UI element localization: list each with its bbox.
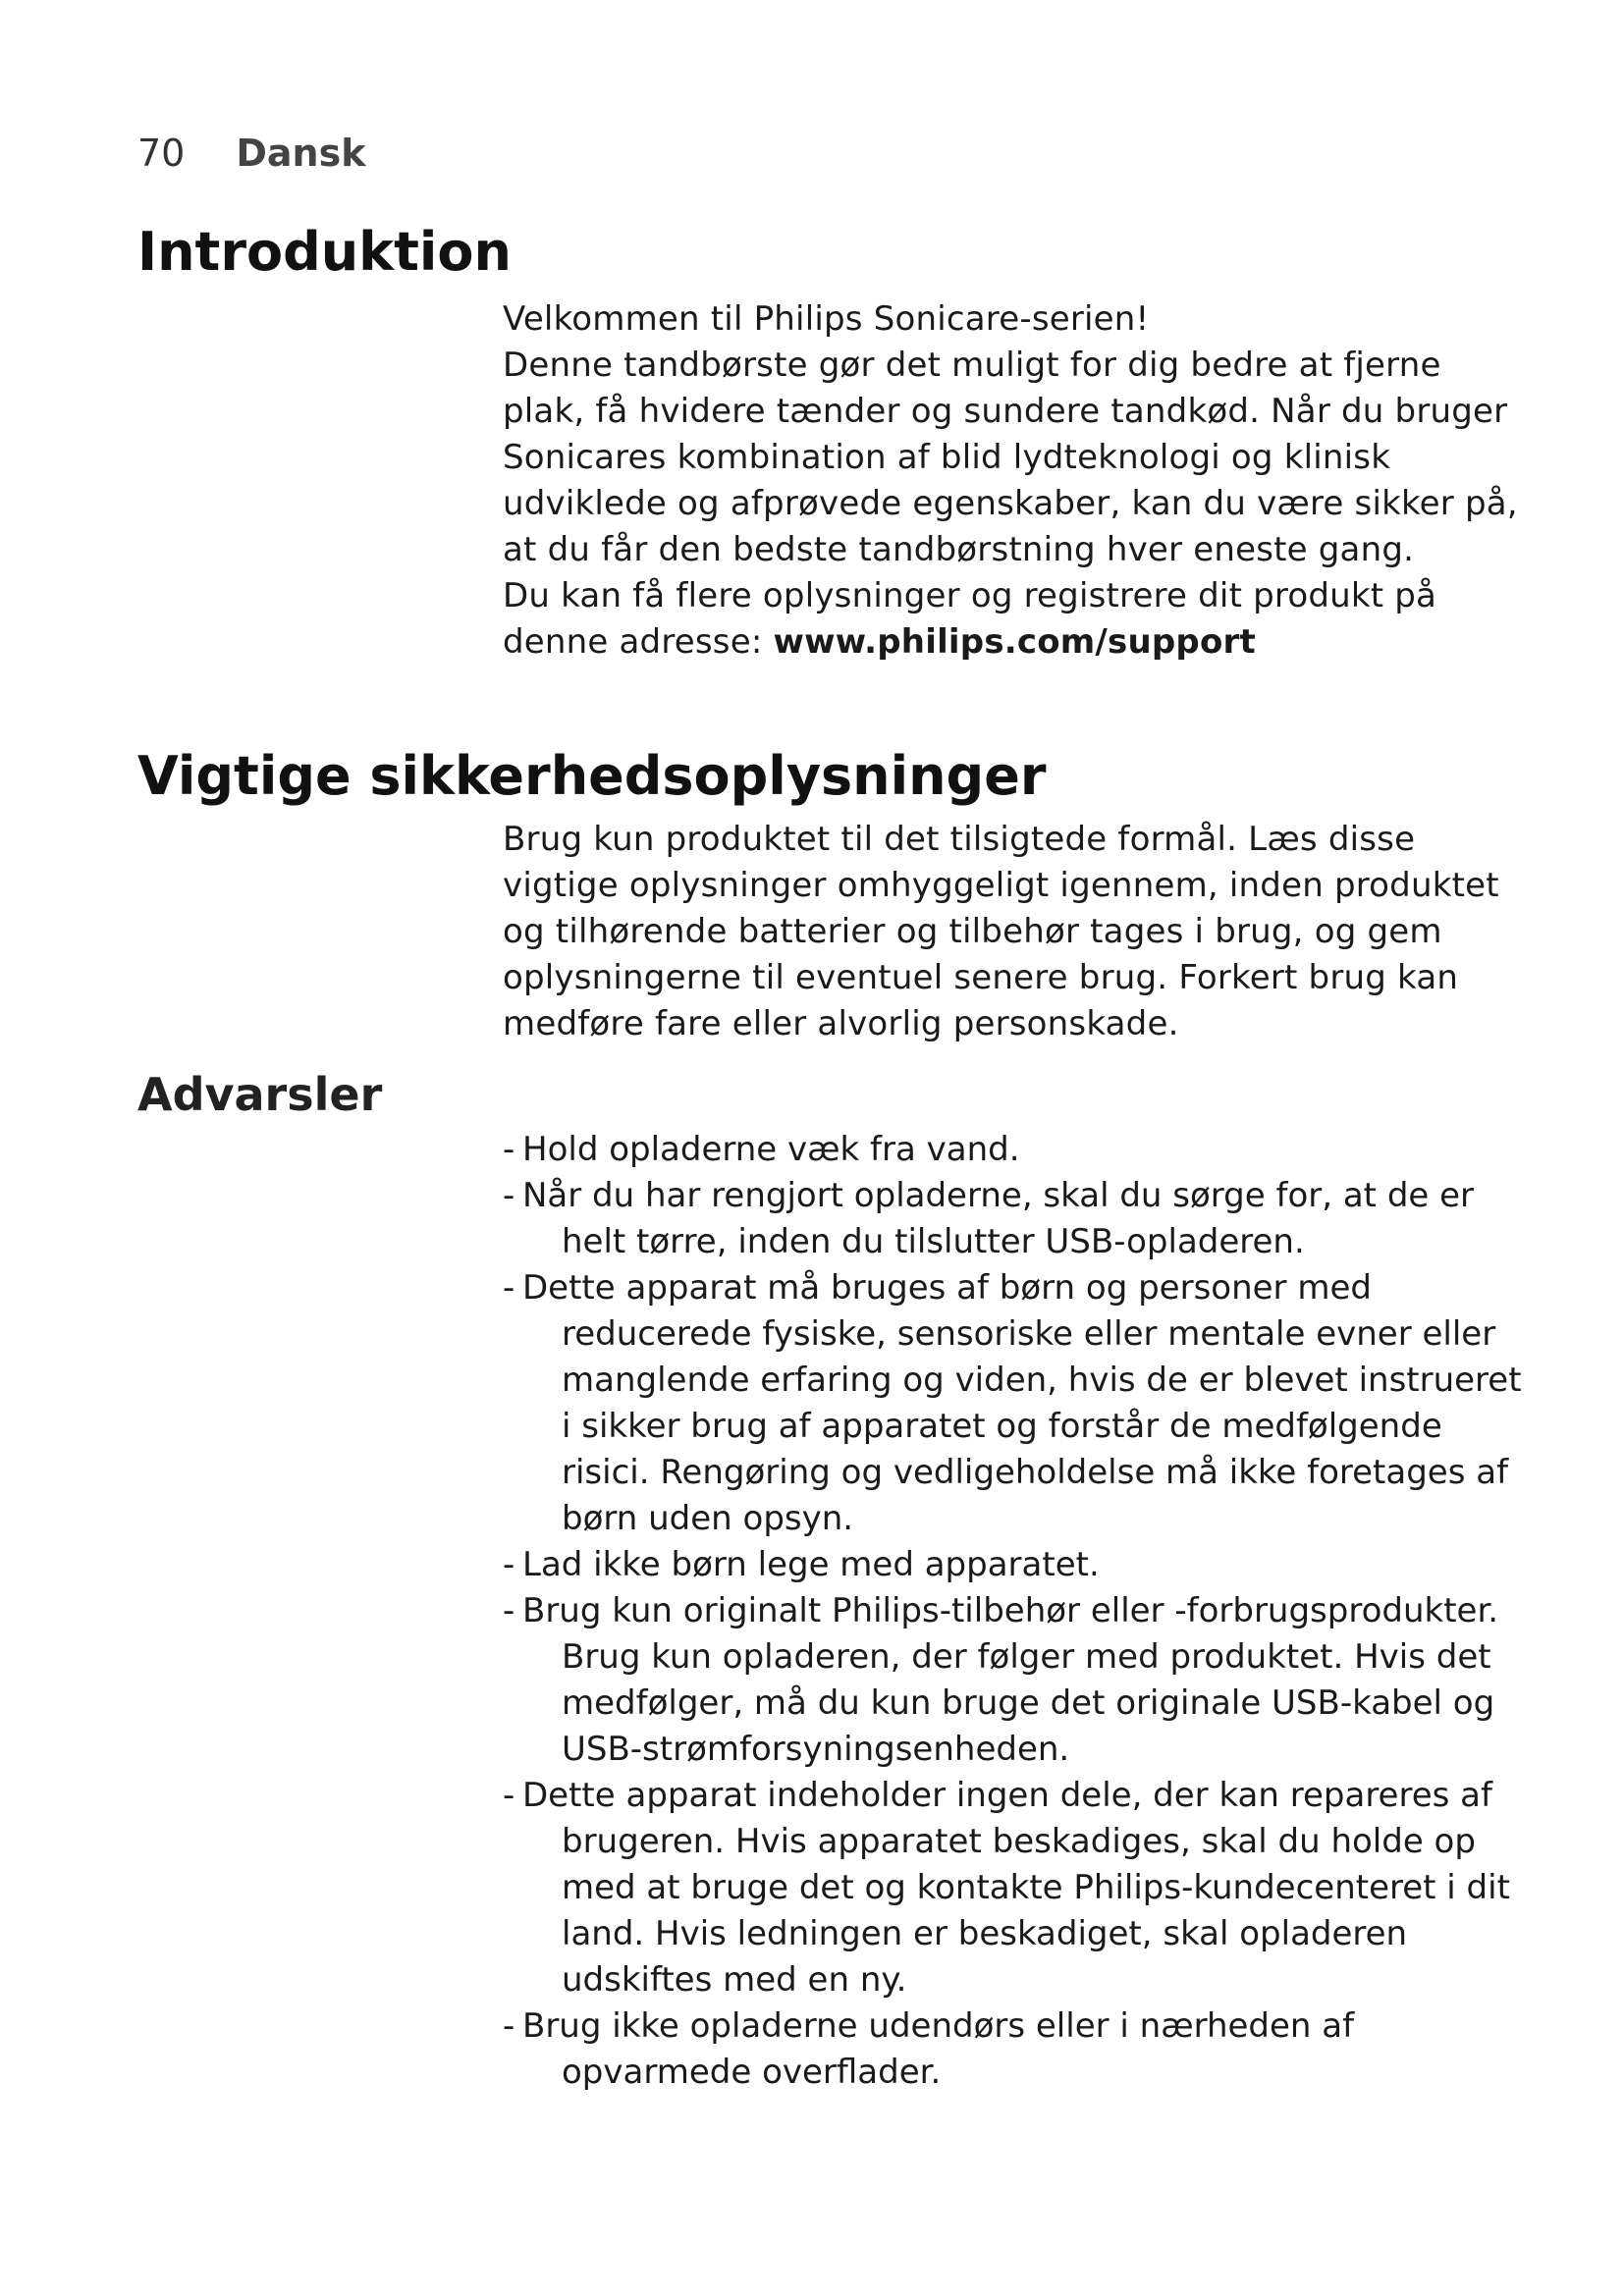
warning-item: - Når du har rengjort opladerne, skal du sørge for, at de er helt tørre, inden du tilslutter USB-opladeren. bbox=[503, 1173, 1524, 1265]
warning-item: - Dette apparat må bruges af børn og personer med reducerede fysiske, sensoriske eller mentale evner eller manglende erfaring og viden, hvis de er blevet instrueret i sikker brug af apparatet og forstår de medfølgende risici. Rengøring og vedligeholdelse må ikke foretages af børn uden opsyn. bbox=[503, 1265, 1524, 1542]
intro-paragraph-support bbox=[503, 573, 1524, 666]
bullet-dash: - bbox=[503, 1268, 515, 1308]
page-number: 70 bbox=[137, 132, 186, 175]
bullet-dash: - bbox=[503, 1591, 515, 1630]
bullet-dash: - bbox=[503, 1176, 515, 1215]
warning-item: - Hold opladerne væk fra vand. bbox=[503, 1127, 1524, 1173]
warning-item: - Brug ikke opladerne udendørs eller i nærheden af opvarmede overflader. bbox=[503, 2003, 1524, 2096]
warning-item: - Lad ikke børn lege med apparatet. bbox=[503, 1542, 1524, 1588]
warnings-title: Advarsler bbox=[137, 1068, 383, 1121]
support-link[interactable]: www.philips.com/support bbox=[773, 622, 1256, 662]
safety-paragraph: Brug kun produktet til det tilsigtede formål. Læs disse vigtige oplysninger omhyggeligt igennem, inden produktet og tilhørende batterier og tilbehør tages i brug, og gem oplysningerne til eventuel senere brug. Forkert brug kan medføre fare eller alvorlig personskade. bbox=[503, 820, 1499, 1043]
safety-body bbox=[503, 817, 1524, 1047]
intro-paragraph-description: Denne tandbørste gør det muligt for dig bedre at fjerne plak, få hvidere tænder og sundere tandkød. Når du bruger Sonicares kombination af blid lydteknologi og klinisk udviklede og afprøvede egenskaber, kan du være sikker på, at du får den bedste tandbørstning hver eneste gang. bbox=[503, 346, 1518, 569]
introduction-title: Introduktion bbox=[137, 221, 512, 283]
warning-item: - Dette apparat indeholder ingen dele, der kan repareres af brugeren. Hvis apparatet beskadiges, skal du holde op med at bruge det og kontakte Philips-kundecenteret i dit land. Hvis ledningen er beskadiget, skal opladeren udskiftes med en ny. bbox=[503, 1773, 1524, 2003]
bullet-dash: - bbox=[503, 1545, 515, 1584]
language-label: Dansk bbox=[236, 132, 366, 175]
introduction-body bbox=[503, 296, 1524, 666]
safety-title: Vigtige sikkerhedsoplysninger bbox=[137, 745, 1047, 807]
warnings-list bbox=[503, 1127, 1524, 2096]
warning-item: - Brug kun originalt Philips-tilbehør eller -forbrugsprodukter. Brug kun opladeren, der følger med produktet. Hvis det medfølger, må du kun bruge det originale USB-kabel og USB-strømforsyningsenheden. bbox=[503, 1588, 1524, 1773]
support-text: Du kan få flere oplysninger og registrere dit produkt på denne adresse: bbox=[503, 576, 1437, 662]
intro-paragraph-welcome: Velkommen til Philips Sonicare-serien! bbox=[503, 299, 1150, 339]
page-header bbox=[137, 126, 366, 181]
bullet-dash: - bbox=[503, 1776, 515, 1815]
bullet-dash: - bbox=[503, 1130, 515, 1169]
bullet-dash: - bbox=[503, 2006, 515, 2046]
